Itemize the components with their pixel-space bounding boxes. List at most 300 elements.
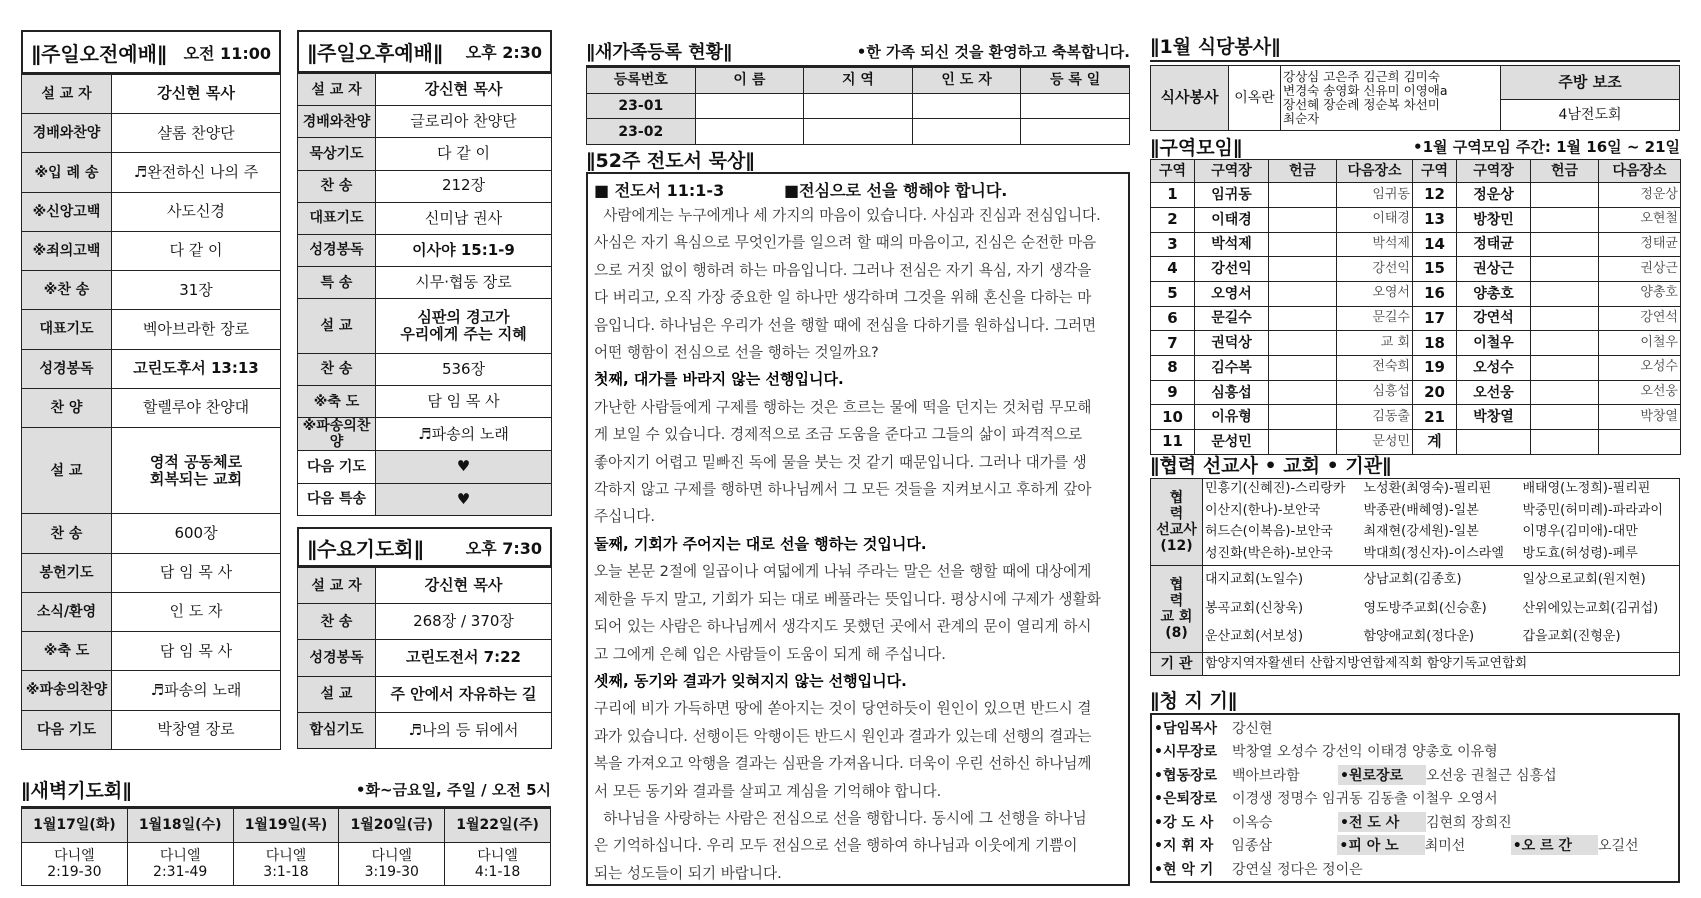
pm-row [298,202,552,234]
am-row-label: 찬 송 [22,514,112,553]
pm-row [298,451,552,483]
newfam-note: •한 가족 되신 것을 환영하고 축복합니다. [856,42,1130,61]
staff-row [1152,834,1678,858]
dawn-book: 다니엘 [371,847,413,864]
newfam-cell [695,119,804,145]
district-cell: 오성수 [1599,356,1681,381]
pm-row-label: ※파송의찬양 [298,418,376,451]
district-cell: 권상근 [1599,257,1681,282]
sermon-line: 가난한 사람들에게 구제를 행하는 것은 흐르는 물에 떡을 던지는 것처럼 무모해 [594,398,1092,416]
wed-row [298,604,552,640]
am-row-label: 성경봉독 [22,349,112,388]
am-row-value: 영적 공동체로 회복되는 교회 [112,428,281,514]
district-cell: 임귀동 [1337,183,1413,208]
district-row [1151,306,1681,331]
district-title-bar [1150,133,1680,159]
district-cell: 오영서 [1337,281,1413,306]
meal-label: 식사봉사 [1151,66,1229,131]
newfam-cell: 23-01 [587,93,696,119]
newfam-header: 등 록 일 [1021,68,1130,94]
dawn-reading [233,843,339,886]
am-row-label: ※입 례 송 [22,153,112,192]
pm-row-label: 설 교 자 [298,74,376,106]
district-cell [1531,331,1599,356]
missionary-cell: 이명우(김미애)-대만 [1521,522,1680,543]
missionary-label: 협 력 선교사 (12) [1151,479,1203,566]
dawn-verse: 3:1-18 [263,864,309,880]
district-cell: 박석제 [1195,232,1269,257]
newfam-title-bar [586,37,1130,67]
district-cell [1269,331,1337,356]
am-row-value: 고린도후서 13:13 [112,349,281,388]
sermon-line: 은 기억하십니다. 우리 모두 전심으로 선을 행하여 하나님과 이웃에게 기쁨이 [594,837,1078,855]
pm-row [298,299,552,354]
pm-service [297,30,552,516]
district-header: 헌금 [1531,160,1599,183]
missionary-cell: 박종관(배혜영)-일본 [1363,502,1479,518]
newfam-table [586,67,1130,145]
wed-row-value: 강신현 목사 [376,568,552,604]
newfam-header: 등록번호 [587,68,696,94]
dawn-verse: 2:19-30 [47,864,102,880]
org-label: 기 관 [1151,653,1203,676]
missionary-cell: 박대희(정신자)-이스라엘 [1363,545,1504,561]
sermon-line: 제한을 두지 말고, 기회가 되는 대로 베풀라는 뜻입니다. 평상시에 구제가 생활화 [594,590,1101,608]
wed-title: ∥수요기도회∥ [307,536,424,561]
district-row [1151,405,1681,430]
pm-row-value: 심판의 경고가 우리에게 주는 지혜 [376,299,552,354]
district-cell: 이철우 [1599,331,1681,356]
staff-names: 이경생 정명수 임귀동 김동출 이철우 오영서 [1232,791,1498,808]
am-row [22,428,281,514]
church-cell: 갑을교회(진형운) [1521,623,1680,652]
district-row [1151,380,1681,405]
pm-row-value: 신미남 권사 [376,202,552,234]
staff-names: 강연실 정다은 정이은 [1232,861,1363,878]
sermon-line: 으로 거짓 없이 행하려 하는 마음입니다. 그러나 전심은 자기 욕심, 자기 생각을 [594,261,1092,279]
district-cell: 18 [1413,331,1457,356]
staff-row [1152,810,1678,834]
district-cell: 7 [1151,331,1195,356]
district-cell [1269,356,1337,381]
pm-row-label: 다음 기도 [298,451,376,483]
staff-section [1150,685,1680,885]
dawn-book: 다니엘 [265,847,307,864]
am-row-value: 담 임 목 사 [112,632,281,671]
district-cell: 17 [1413,306,1457,331]
district-cell: 정운상 [1457,183,1531,208]
staff-names: 박창열 오성수 강선익 이태경 양총호 이유형 [1232,744,1498,761]
am-row [22,75,281,114]
district-cell: 21 [1413,405,1457,430]
am-row-value: 박창열 장로 [112,710,281,749]
district-cell: 권상근 [1457,257,1531,282]
dawn-reading [22,843,128,886]
district-cell [1269,257,1337,282]
district-cell: 12 [1413,183,1457,208]
staff-row [1152,740,1678,764]
dawn-verse: 4:1-18 [474,864,521,880]
am-row [22,632,281,671]
meal-assist-label: 주방 보조 [1501,66,1680,100]
newfam-cell [912,119,1021,145]
district-cell [1269,183,1337,208]
dawn-day: 1월20일(금) [339,809,445,843]
district-row [1151,183,1681,208]
district-cell: 임귀동 [1195,183,1269,208]
am-row [22,192,281,231]
district-cell: 오성수 [1457,356,1531,381]
staff-row [1152,787,1678,811]
district-cell: 계 [1413,430,1457,455]
district-cell: 4 [1151,257,1195,282]
meal-name-line: 장선혜 장순례 정순복 차선미 [1283,97,1440,112]
wed-table [297,567,552,749]
missionary-cell: 민흥기(신혜진)-스리랑카 [1203,479,1362,501]
district-cell: 방창민 [1457,207,1531,232]
newfam-header-row [587,68,1130,94]
staff-box [1150,713,1680,883]
district-cell: 정태균 [1457,232,1531,257]
newfam-row [587,93,1130,119]
staff-role: •현 악 기 [1154,861,1214,878]
mission-title: ∥협력 선교사 • 교회 • 기관∥ [1150,454,1392,477]
am-row-value: ♬파송의 노래 [112,671,281,710]
pm-table [297,73,552,516]
dawn-book: 다니엘 [54,847,95,864]
wed-row [298,676,552,712]
wed-time: 오후 7:30 [465,538,542,558]
district-cell: 김동출 [1337,405,1413,430]
district-row [1151,281,1681,306]
district-cell [1269,405,1337,430]
sermon-line: 각하지 않고 구제를 행하면 하나님께서 그 모든 것들을 지켜보시고 후하게 갚아 [594,481,1092,499]
newfam-row [587,119,1130,145]
pm-row-label: 설 교 [298,299,376,354]
district-cell: 20 [1413,380,1457,405]
district-cell: 전숙희 [1337,356,1413,381]
district-cell: 3 [1151,232,1195,257]
wed-row [298,568,552,604]
district-cell: 심흥섭 [1337,380,1413,405]
pm-row [298,106,552,138]
district-cell: 강연석 [1457,306,1531,331]
district-cell [1531,183,1599,208]
dawn-grid [21,808,551,886]
pm-row [298,74,552,106]
am-row-value: ♬완전하신 나의 주 [112,153,281,192]
sermon-line: 음입니다. 하나님은 우리가 선을 행할 때에 전심을 다하기를 원하십니다. 그러면 [594,316,1097,334]
district-cell: 권덕상 [1195,331,1269,356]
pm-row-value: ♥ [376,483,552,515]
meal-title: ∥1월 식당봉사∥ [1150,35,1281,58]
district-cell: 오선웅 [1599,380,1681,405]
sermon-line: 고 그에게 은혜 입은 사람들이 도움이 되게 해 주십니다. [594,645,946,663]
pm-row [298,234,552,266]
church-cell: 운산교회(서보성) [1205,629,1304,645]
sermon-point: 셋째, 동기와 결과가 잊혀지지 않는 선행입니다. [594,671,907,690]
wed-title-bar [297,527,552,567]
sermon-line: 어떤 행함이 전심으로 선을 행하는 것일까요? [594,344,879,362]
dawn-reading [445,843,551,886]
sermon-point: 둘째, 기회가 주어지는 대로 선을 행하는 것입니다. [594,534,927,553]
pm-row-label: 대표기도 [298,202,376,234]
pm-title-bar [297,30,552,73]
district-grid [1150,159,1681,455]
sermon-line: 게 보일 수 있습니다. 경제적으로 조금 도움을 준다고 그들의 삶이 파격적으로 [594,426,1083,444]
district-title: ∥구역모임∥ [1150,136,1243,159]
district-header: 구역장 [1195,160,1269,183]
district-header-row [1151,160,1681,183]
sermon-section [586,146,1130,886]
meal-section [1150,30,1680,130]
district-cell: 문성민 [1337,430,1413,455]
district-note: •1월 구역모임 주간: 1월 16일 ~ 21일 [1412,137,1680,156]
district-cell: 강선익 [1195,257,1269,282]
district-cell: 13 [1413,207,1457,232]
meal-title-bar [1150,30,1680,62]
district-cell: 박창열 [1599,405,1681,430]
pm-row-value: 212장 [376,170,552,202]
dawn-note: •화~금요일, 주일 / 오전 5시 [355,780,551,799]
staff-role: •은퇴장로 [1154,791,1218,808]
am-row-label: 소식/환영 [22,592,112,631]
district-cell [1531,281,1599,306]
wed-row-label: 성경봉독 [298,640,376,676]
am-row [22,114,281,153]
staff-names: 김현희 장희진 [1426,814,1512,831]
dawn-day: 1월22일(주) [445,809,551,843]
district-cell [1531,232,1599,257]
am-row [22,349,281,388]
district-cell: 8 [1151,356,1195,381]
district-cell: 강선익 [1337,257,1413,282]
newfam-cell [804,93,913,119]
district-cell: 교 회 [1337,331,1413,356]
district-cell: 문길수 [1337,306,1413,331]
pm-row-label: 특 송 [298,267,376,299]
district-cell: 2 [1151,207,1195,232]
pm-row-value: ♬파송의 노래 [376,418,552,451]
staff-role: •협동장로 [1154,767,1218,784]
district-cell: 9 [1151,380,1195,405]
am-row [22,514,281,553]
missionary-row [1151,543,1680,565]
church-cell: 영도방주교회(신승훈) [1363,600,1487,616]
mission-title-bar [1150,450,1680,478]
am-row [22,671,281,710]
am-row-value: 할렐루야 찬양대 [112,388,281,427]
am-row-value: 벡아브라한 장로 [112,310,281,349]
dawn-book: 다니엘 [477,847,518,864]
district-cell: 양총호 [1599,281,1681,306]
staff-names: 임종삼 [1231,838,1272,855]
district-cell: 15 [1413,257,1457,282]
district-table [1150,159,1680,455]
missionary-cell: 노성환(최영숙)-필리핀 [1362,479,1521,501]
district-cell [1531,207,1599,232]
am-row-label: ※신앙고백 [22,192,112,231]
am-row-label: ※파송의찬양 [22,671,112,710]
staff-role: •지 휘 자 [1154,838,1214,855]
district-cell: 19 [1413,356,1457,381]
staff-names: 강신현 [1232,720,1273,737]
dawn-verse-row [22,843,551,886]
newfam-section [586,37,1130,145]
wed-row-value: 268장 / 370장 [376,604,552,640]
org-list: 함양지역자활센터 산합지방연합제직회 함양기독교연합회 [1203,653,1680,676]
church-cell: 일상으로교회(원지현) [1521,566,1680,595]
newfam-header: 지 역 [804,68,913,94]
church-cell: 산위에있는교회(김귀섭) [1521,595,1680,623]
am-row-value: 강신현 목사 [112,75,281,114]
pm-row [298,138,552,170]
district-cell [1269,306,1337,331]
org-row [1151,653,1680,676]
church-cell: 봉곡교회(신창욱) [1205,600,1304,616]
district-header: 헌금 [1269,160,1337,183]
wed-row [298,712,552,748]
mission-section [1150,450,1680,680]
am-row-label: 경배와찬양 [22,114,112,153]
dawn-day-row [22,809,551,843]
pm-row-label: 찬 송 [298,170,376,202]
pm-row-value: 536장 [376,353,552,385]
pm-row-label: 찬 송 [298,353,376,385]
am-row-label: ※찬 송 [22,271,112,310]
church-row [1151,595,1680,623]
pm-row-value: 다 같 이 [376,138,552,170]
am-row-label: 설 교 [22,428,112,514]
staff-role: •담임목사 [1154,720,1218,737]
district-cell: 이태경 [1337,207,1413,232]
meal-name-line: 변경숙 송영화 신유미 이영애a [1283,83,1448,98]
am-time: 오전 11:00 [183,43,271,63]
sermon-line: 되는 성도들이 되기 바랍니다. [594,864,782,882]
am-row-label: ※축 도 [22,632,112,671]
wed-row-value: 고린도전서 7:22 [376,640,552,676]
district-header: 구역 [1151,160,1195,183]
missionary-cell: 허드슨(이복음)-보안국 [1205,524,1333,540]
pm-time: 오후 2:30 [465,43,542,62]
am-row [22,592,281,631]
church-cell: 대지교회(노일수) [1203,566,1362,595]
district-cell: 11 [1151,430,1195,455]
district-cell: 정운상 [1599,183,1681,208]
am-row-label: ※죄의고백 [22,231,112,270]
district-row [1151,257,1681,282]
dawn-reading [339,843,445,886]
district-cell: 16 [1413,281,1457,306]
church-label: 협 력 교 회 (8) [1151,566,1203,653]
district-cell: 이태경 [1195,207,1269,232]
staff-role: •원로장로 [1338,765,1426,785]
newfam-cell [912,93,1021,119]
sermon-title: ∥52주 전도서 묵상∥ [586,149,755,172]
sermon-box [586,172,1130,886]
district-cell: 오영서 [1195,281,1269,306]
pm-row-label: 성경봉독 [298,234,376,266]
sermon-line: 되어 있는 사람은 하나님께서 생각지도 못했던 곳에서 관계의 문이 열리게 하시 [594,618,1092,636]
missionary-cell: 배태영(노정희)-필리핀 [1521,479,1680,501]
sermon-ref: ■ 전도서 11:1-3 [594,180,725,200]
dawn-title-bar [21,772,551,808]
district-cell: 양총호 [1457,281,1531,306]
church-cell: 상남교회(김종호) [1362,566,1521,595]
sermon-point: 첫째, 대가를 바라지 않는 선행입니다. [594,370,844,389]
district-row [1151,356,1681,381]
am-row-value: 600장 [112,514,281,553]
district-header: 구역 [1413,160,1457,183]
pm-row [298,418,552,451]
district-cell: 심흥섭 [1195,380,1269,405]
district-cell [1269,207,1337,232]
am-row [22,271,281,310]
pm-row-value: ♥ [376,451,552,483]
am-row-value: 샬롬 찬양단 [112,114,281,153]
staff-names: 이옥승 [1232,814,1273,831]
staff-row [1152,857,1678,881]
am-row-value: 담 임 목 사 [112,553,281,592]
missionary-row [1151,522,1680,543]
staff-row [1152,716,1678,740]
staff-role: •오 르 간 [1511,835,1598,855]
am-table [21,74,281,750]
am-row [22,388,281,427]
wed-service [297,527,552,749]
pm-row [298,353,552,385]
district-cell [1531,257,1599,282]
meal-name-line: 강상심 고은주 김근희 김미숙 [1283,69,1440,84]
am-row-value: 31장 [112,271,281,310]
mission-table-wrap [1150,478,1680,676]
wed-row-label: 찬 송 [298,604,376,640]
meal-names [1281,66,1501,131]
district-cell [1269,281,1337,306]
district-cell: 1 [1151,183,1195,208]
staff-role: •전 도 사 [1338,812,1426,832]
dawn-table [21,808,551,886]
district-cell [1531,380,1599,405]
staff-title: ∥청 지 기∥ [1150,689,1238,712]
district-cell: 문길수 [1195,306,1269,331]
staff-names: 오길선 [1598,838,1639,855]
pm-row-value: 시무·협동 장로 [376,267,552,299]
sermon-line: 서 모든 동기와 결과를 살피고 계심을 기억해야 합니다. [594,782,942,800]
district-cell [1531,405,1599,430]
district-cell: 10 [1151,405,1195,430]
meal-name-line: 최순자 [1283,111,1320,126]
newfam-title: ∥새가족등록 현황∥ [586,42,732,63]
district-header: 다음장소 [1599,160,1681,183]
am-row-label: 대표기도 [22,310,112,349]
staff-role: •강 도 사 [1154,814,1214,831]
sermon-line: 사람에게는 누구에게나 세 가지의 마음이 있습니다. 사심과 진심과 전심입니다. [594,207,1101,224]
sermon-line: 오늘 본문 2절에 일곱이나 여덟에게 나눠 주라는 말은 선을 행할 때에 대상에게 [594,563,1092,581]
am-service [21,30,281,750]
staff-row [1152,763,1678,787]
pm-row [298,267,552,299]
staff-role: •피 아 노 [1337,835,1424,855]
sermon-line: 좋아지기 어렵고 밑빠진 독에 물을 붓는 것 같기 때문입니다. 그러나 대가를 생 [594,453,1087,471]
newfam-header: 인 도 자 [912,68,1021,94]
am-row [22,710,281,749]
district-cell: 정태균 [1599,232,1681,257]
am-title-bar [21,30,281,74]
staff-names: 오선웅 권철근 심흥섭 [1426,767,1557,784]
pm-row-value: 이사야 15:1-9 [376,234,552,266]
am-row [22,310,281,349]
